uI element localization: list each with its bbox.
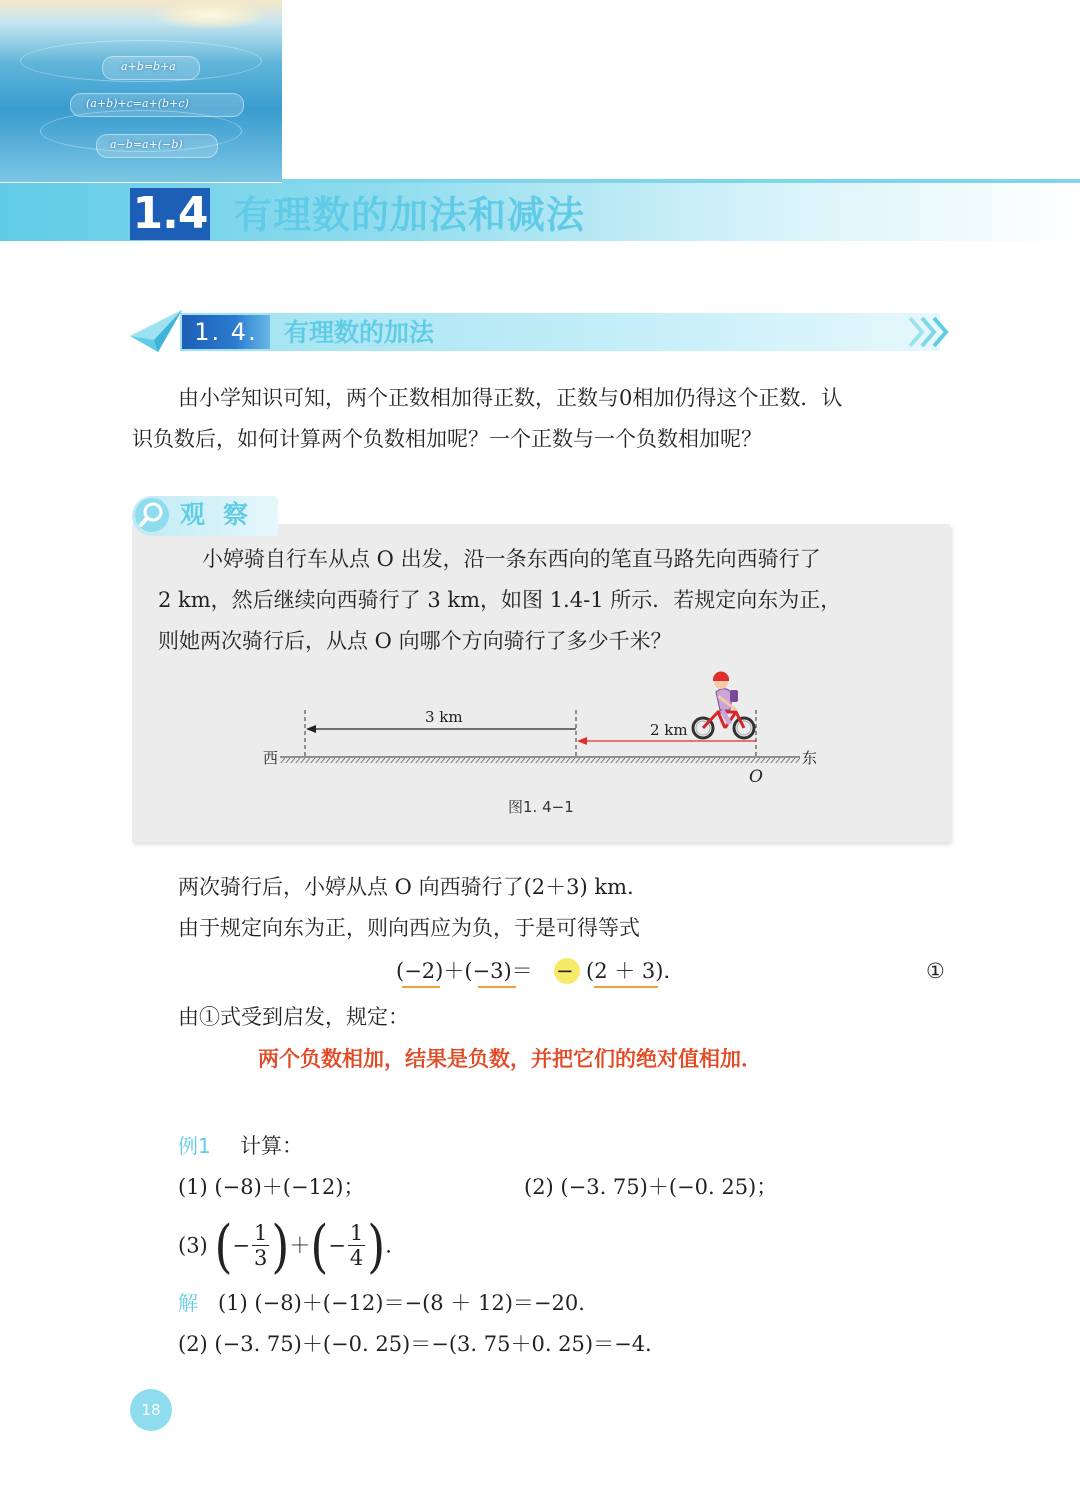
subsection-number: 1. 4. 1 <box>194 318 258 380</box>
solution-label: 解 <box>178 1291 198 1315</box>
sun-glow <box>150 0 270 30</box>
item-3-prefix: (3) <box>178 1233 208 1258</box>
label-origin: O <box>749 767 763 787</box>
observe-line-1: 小婷骑自行车从点 O 出发，沿一条东西向的笔直马路先向西骑行了 <box>202 547 821 571</box>
label-3km: 3 km <box>425 708 463 726</box>
left-paren: ( <box>310 1211 329 1280</box>
formula-subtraction: a−b=a+(−b) <box>110 138 183 151</box>
fraction-one-third: $\frac{1}{3}$ <box>254 1221 268 1270</box>
body-line-1: 两次骑行后，小婷从点 O 向西骑行了(2＋3) km. <box>178 875 634 899</box>
bike-route-figure <box>260 668 820 794</box>
paper-plane-icon <box>128 306 184 356</box>
example-label: 例1 <box>178 1134 211 1158</box>
equation-right: (2 ＋ 3)． <box>586 959 685 983</box>
road-hatching <box>280 758 800 763</box>
underline-neg3 <box>478 986 516 988</box>
subsection-title: 有理数的加法 <box>284 318 435 347</box>
addition-rule: 两个负数相加，结果是负数，并把它们的绝对值相加． <box>258 1047 762 1071</box>
example-item-3: (3) (− $\frac{1}{3}$ )＋(− $\frac{1}{4}$ ). <box>178 1211 392 1280</box>
section-title: 有理数的加法和减法 <box>234 193 586 237</box>
equation-negative-sign: − <box>556 959 574 983</box>
formula-associative: (a+b)+c=a+(b+c) <box>86 97 189 110</box>
label-2km: 2 km <box>650 721 688 739</box>
observe-line-2: 2 km，然后继续向西骑行了 3 km，如图 1.4-1 所示．若规定向东为正， <box>158 588 842 612</box>
header-decorative-photo <box>0 0 282 182</box>
body-line-2: 由于规定向东为正，则向西应为负，于是可得等式 <box>178 916 640 940</box>
underline-sum <box>594 986 658 988</box>
solution-2: (2) (−3. 75)＋(−0. 25)＝−(3. 75＋0. 25)＝−4. <box>178 1332 652 1356</box>
fraction-one-quarter: $\frac{1}{4}$ <box>349 1221 364 1270</box>
page-number: 18 <box>141 1401 161 1419</box>
chevrons-right-icon <box>906 316 950 348</box>
formula-commutative: a+b=b+a <box>121 60 176 73</box>
intro-line-2: 识负数后，如何计算两个负数相加呢？一个正数与一个负数相加呢？ <box>132 427 762 451</box>
equation-marker: ① <box>926 959 945 983</box>
body-line-3: 由①式受到启发，规定： <box>178 1005 409 1029</box>
right-paren: ) <box>367 1211 386 1280</box>
section-number: 1.4 <box>132 188 208 239</box>
underline-neg2 <box>402 986 440 988</box>
cyclist-icon <box>693 671 754 738</box>
left-paren: ( <box>214 1211 233 1280</box>
intro-line-1: 由小学知识可知，两个正数相加得正数，正数与0相加仍得这个正数．认 <box>178 386 843 410</box>
magnifier-icon <box>134 497 170 533</box>
equation-left: (−2)＋(−3)＝ <box>396 959 533 983</box>
observe-line-3: 则她两次骑行后，从点 O 向哪个方向骑行了多少千米？ <box>158 629 672 653</box>
observe-label: 观察 <box>180 500 267 529</box>
right-paren: ) <box>271 1211 290 1280</box>
solution-1: (1) (−8)＋(−12)＝−(8 ＋ 12)＝−20. <box>218 1291 585 1315</box>
label-west: 西 <box>263 749 279 767</box>
example-task: 计算： <box>240 1134 303 1158</box>
example-item-2: (2) (−3. 75)＋(−0. 25)； <box>524 1175 778 1199</box>
figure-caption: 图1. 4−1 <box>508 798 574 816</box>
example-item-1: (1) (−8)＋(−12)； <box>178 1175 365 1199</box>
label-east: 东 <box>802 749 818 767</box>
